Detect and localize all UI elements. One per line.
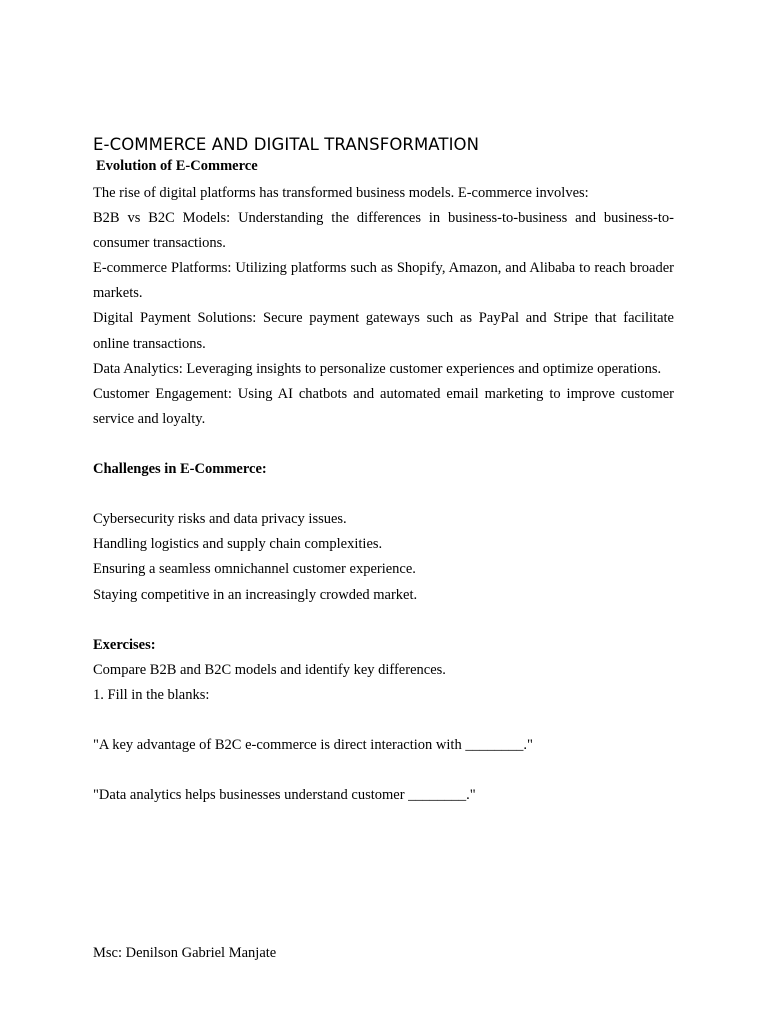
intro-paragraph: The rise of digital platforms has transformed business models. E-commerce involves: — [93, 185, 589, 201]
spacer — [93, 708, 674, 733]
spacer — [93, 758, 674, 783]
paragraph-b2b-b2c: B2B vs B2C Models: Understanding the differences in business-to-business and business-to-consumer transactions. — [93, 210, 674, 252]
paragraph-customer-engagement: Customer Engagement: Using AI chatbots and automated email marketing to improve customer service and loyalty. — [93, 385, 674, 427]
paragraph-data-analytics: Data Analytics: Leveraging insights to personalize customer experiences and optimize operations. — [93, 360, 662, 377]
blank-sentence-1: "A key advantage of B2C e-commerce is direct interaction with ________." — [93, 737, 533, 754]
document-page — [93, 0, 674, 1024]
spacer — [93, 432, 674, 457]
exercise-fill-blanks: 1. Fill in the blanks: — [93, 686, 210, 703]
exercise-compare: Compare B2B and B2C models and identify key differences. — [93, 661, 446, 678]
challenges-heading: Challenges in E-Commerce: — [93, 461, 267, 478]
exercises-heading: Exercises: — [93, 636, 156, 653]
document-body — [93, 181, 674, 808]
blank-sentence-2: "Data analytics helps businesses understand customer ________." — [93, 787, 476, 804]
spacer — [93, 482, 674, 507]
challenge-item: Cybersecurity risks and data privacy issues. — [93, 511, 347, 528]
author-footer: Msc: Denilson Gabriel Manjate — [93, 945, 277, 961]
section-subtitle: Evolution of E-Commerce — [96, 158, 258, 174]
paragraph-digital-payment: Digital Payment Solutions: Secure payment gateways such as PayPal and Stripe that facilitate online transactions. — [93, 310, 674, 352]
challenge-item: Handling logistics and supply chain complexities. — [93, 536, 383, 553]
document-title: E-COMMERCE AND DIGITAL TRANSFORMATION — [93, 135, 480, 154]
challenge-item: Staying competitive in an increasingly crowded market. — [93, 586, 418, 603]
spacer — [93, 608, 674, 633]
paragraph-ecommerce-platforms: E-commerce Platforms: Utilizing platforms such as Shopify, Amazon, and Alibaba to reach broader markets. — [93, 260, 674, 302]
challenge-item: Ensuring a seamless omnichannel customer experience. — [93, 561, 416, 578]
